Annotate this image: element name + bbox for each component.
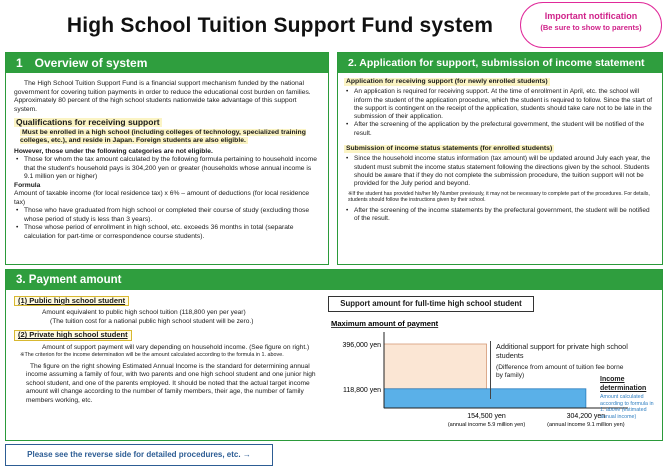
public-note: (The tuition cost for a national public high school student will be zero.) xyxy=(50,317,254,325)
x-tick-154500: 154,500 yen xyxy=(467,413,506,420)
criterion-note: ※The criterion for the income determination will be the amount calculated according to the formula in 1. above. xyxy=(20,352,284,359)
chart-x-label-note: Amount calculated according to formula in 1. above (estimated annual income) xyxy=(600,394,654,420)
income-statement-subheading: Submission of income status statements (for enrolled students) xyxy=(346,145,553,153)
overview-intro: The High School Tuition Support Fund is a financial support mechanism funded by the national government for covering tuition payments in order to reduce the educational cost burden on families. Approximately 80 percent of the high school students nationwide take advantage of this support system. xyxy=(14,80,311,113)
x-tick-154500-note: (annual income 5.9 million yen) xyxy=(447,422,526,428)
annotation-title: Additional support for private high school students xyxy=(496,342,628,360)
bar-additional-support xyxy=(384,344,487,389)
annotation-subtitle: (Difference from amount of tuition fee borne by family) xyxy=(496,364,624,379)
application-heading: 2. Application for support, submission of income statement xyxy=(338,53,662,73)
payment-heading: 3. Payment amount xyxy=(6,270,662,290)
overview-panel xyxy=(5,52,329,265)
application-bullet-2: • After the screening of the application by the prefectural government, the student will be notified of the result. xyxy=(344,121,656,138)
important-notice-badge xyxy=(520,2,662,48)
qualifications-title: Qualifications for receiving support xyxy=(16,117,160,127)
x-tick-304200-note: (annual income 9.1 million yen) xyxy=(547,422,625,428)
exception-item-enrollment: • Those whose period of enrollment in high school, etc. exceeds 36 months in total (separate calculation for part-time or correspondence course students). xyxy=(14,224,320,241)
payment-panel xyxy=(5,269,663,441)
notice-subtitle: (Be sure to show to parents) xyxy=(540,23,642,32)
application-subheading: Application for receiving support (for newly enrolled students) xyxy=(346,78,548,85)
notice-title: Important notification xyxy=(544,11,638,21)
overview-heading: 1 Overview of system xyxy=(6,53,328,73)
chart-x-label: Income determination xyxy=(600,376,647,392)
income-bullet-2: • After the screening of the income statements by the prefectural government, the student will be notified of the result. xyxy=(344,207,656,224)
estimate-text: The figure on the right showing Estimated Annual Income is the standard for determining annual income assuming a family of four, with two parents and one high school student and one junior high school student, and one of the parents employed. It should be noted that the actual target income amount will change according to the number of family members, their age, the number of family members working, etc. xyxy=(26,363,316,404)
reverse-side-link[interactable]: Please see the reverse side for detailed procedures, etc. → xyxy=(5,444,273,466)
x-tick-304200: 304,200 yen xyxy=(566,413,606,420)
chart-title: Support amount for full-time high school student xyxy=(328,296,534,312)
application-panel xyxy=(337,52,663,265)
y-tick-118800: 118,800 yen xyxy=(342,386,381,394)
private-amount-text: Amount of support payment will vary depending on household income. (See figure on right.) xyxy=(42,343,310,351)
private-student-label: (2) Private high school student xyxy=(14,330,132,340)
public-amount-text: Amount equivalent to public high school tuition (118,800 yen per year) xyxy=(42,309,246,317)
y-tick-396000: 396,000 yen xyxy=(342,342,381,349)
exception-item-graduated: • Those who have graduated from high school or completed their course of study (excluding those whose period of study is less than 3 years). xyxy=(14,207,320,224)
public-student-label: (1) Public high school student xyxy=(14,296,129,306)
page-title: High School Tuition Support Fund system xyxy=(66,14,494,37)
support-amount-chart xyxy=(328,296,658,438)
application-bullet-1: • An application is required for receiving support. At the time of enrollment in April, etc. the school will inform the student of the application procedure, which the student is required to follow. Since the start of the support is contingent on the receipt of the application, students should take care not to be late in the submission of their application. xyxy=(344,88,656,121)
my-number-note: ※If the student has provided his/her My Number previously, it may not be necessary to complete part of the procedures. For details, students should follow the instructions given by their school. xyxy=(348,190,650,204)
exception-title: However, those under the following categories are not eligible. xyxy=(14,147,213,155)
chart-y-label: Maximum amount of payment xyxy=(331,319,439,328)
formula-text: Amount of taxable income (for local residence tax) x 6% – amount of deductions (for local residence tax) xyxy=(14,190,310,206)
qualifications-text: Must be enrolled in a high school (including colleges of technology, specialized training colleges, etc.), and reside in Japan. Foreign students are also eligible. xyxy=(20,128,306,144)
exception-item-income: • Those for whom the tax amount calculated by the following formula pertaining to household income that the student's household pays is 304,200 yen or greater (households whose annual income is 9.1 million yen or higher) xyxy=(14,156,320,182)
formula-label: Formula xyxy=(14,181,41,189)
income-bullet-1: • Since the household income status information (tax amount) will be updated around July each year, the student must submit the income status statement following the directions given by the school. Students should be aware that if they do not complete the submission procedure, the tuition support will not be provided for the July period and beyond. xyxy=(344,155,656,188)
